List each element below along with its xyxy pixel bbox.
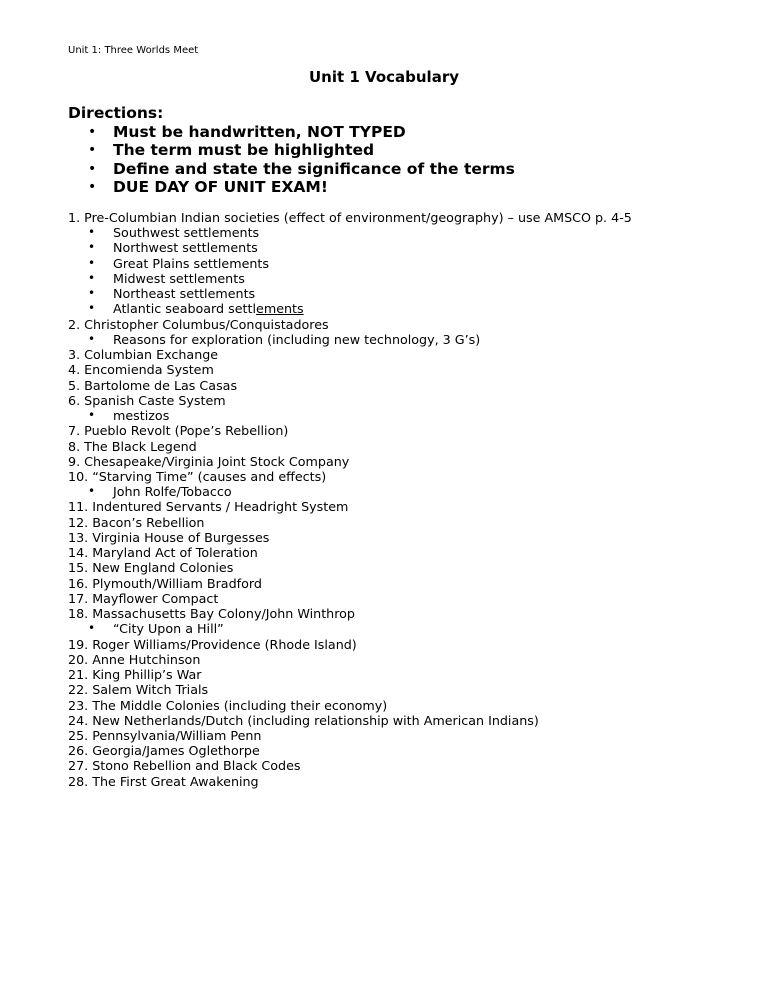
- vocab-subterm: • Southwest settlements: [68, 225, 632, 240]
- page-title: Unit 1 Vocabulary: [308, 68, 459, 86]
- vocab-subterm: • Midwest settlements: [68, 271, 632, 286]
- vocab-term: 15. New England Colonies: [68, 560, 234, 576]
- vocab-term: 24. New Netherlands/Dutch (including relationship with American Indians): [68, 712, 539, 728]
- vocab-term: 22. Salem Witch Trials: [68, 682, 209, 698]
- vocab-term: 9. Chesapeake/Virginia Joint Stock Company: [68, 453, 350, 469]
- vocab-term: 3. Columbian Exchange: [68, 347, 219, 363]
- vocab-term: 11. Indentured Servants / Headright System: [68, 499, 349, 515]
- subterm-text: Atlantic seaboard settl: [113, 301, 257, 317]
- vocab-term: 10. “Starving Time” (causes and effects): [68, 468, 327, 484]
- vocab-term: 17. Mayflower Compact: [68, 590, 219, 606]
- vocab-term: 16. Plymouth/William Bradford: [68, 575, 262, 591]
- vocab-term: 14. Maryland Act of Toleration: [68, 545, 258, 561]
- vocab-term: 5. Bartolome de Las Casas: [68, 377, 238, 393]
- vocab-subterm: • mestizos: [68, 408, 632, 423]
- vocab-term: 28. The First Great Awakening: [68, 773, 259, 789]
- vocab-subterm: • Northwest settlements: [68, 240, 632, 255]
- vocab-term: 1. Pre-Columbian Indian societies (effect of environment/geography) – use AMSCO p. 4-5: [68, 210, 632, 225]
- vocab-term: 21. King Phillip’s War: [68, 667, 202, 683]
- vocab-subterm: • Great Plains settlements: [68, 256, 632, 271]
- vocab-term: 7. Pueblo Revolt (Pope’s Rebellion): [68, 423, 289, 439]
- vocab-subterm: • John Rolfe/Tobacco: [68, 484, 632, 499]
- vocab-term: 27. Stono Rebellion and Black Codes: [68, 758, 301, 774]
- vocab-subterm: • Northeast settlements: [68, 286, 632, 301]
- vocab-subterm: • Reasons for exploration (including new technology, 3 G’s): [68, 332, 632, 347]
- vocab-term: 2. Christopher Columbus/Conquistadores: [68, 316, 329, 332]
- directions-list: [68, 123, 515, 196]
- directions-item: • The term must be highlighted: [68, 141, 515, 159]
- directions-heading: Directions:: [68, 104, 164, 122]
- vocab-term: 19. Roger Williams/Providence (Rhode Island): [68, 636, 357, 652]
- directions-item: • Must be handwritten, NOT TYPED: [68, 123, 515, 141]
- running-header: Unit 1: Three Worlds Meet: [68, 45, 199, 56]
- vocab-term: 4. Encomienda System: [68, 362, 214, 378]
- vocab-term: 18. Massachusetts Bay Colony/John Winthrop: [68, 606, 355, 622]
- vocabulary-list: [68, 210, 632, 789]
- directions-item: • Define and state the significance of the terms: [68, 160, 515, 178]
- subterm-underlined-text: ements: [256, 301, 304, 317]
- vocab-term: 23. The Middle Colonies (including their economy): [68, 697, 388, 713]
- vocab-term: 13. Virginia House of Burgesses: [68, 529, 270, 545]
- directions-item: • DUE DAY OF UNIT EXAM!: [68, 178, 515, 196]
- vocab-term: 12. Bacon’s Rebellion: [68, 514, 205, 530]
- vocab-term: 6. Spanish Caste System: [68, 392, 226, 408]
- vocab-term: 25. Pennsylvania/William Penn: [68, 727, 262, 743]
- vocab-term: 20. Anne Hutchinson: [68, 651, 201, 667]
- vocab-term: 26. Georgia/James Oglethorpe: [68, 743, 260, 759]
- vocab-subterm: [68, 301, 632, 316]
- vocab-subterm: • “City Upon a Hill”: [68, 621, 632, 636]
- vocab-term: 8. The Black Legend: [68, 438, 197, 454]
